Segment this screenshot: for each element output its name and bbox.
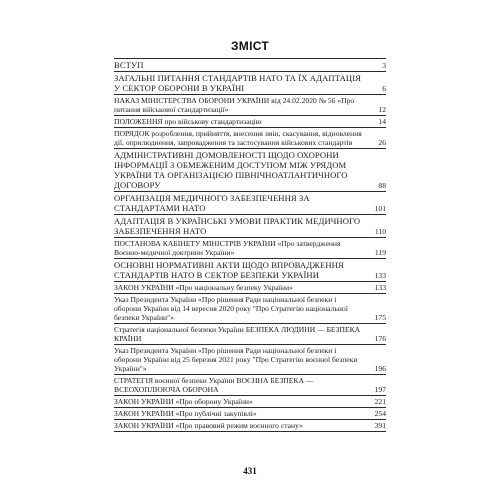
toc-entry-title: НАКАЗ МІНІСТЕРСТВА ОБОРОНИ УКРАЇНИ від 24.02.2020 № 56 «Про питання військової стандартизації» — [114, 96, 355, 114]
toc-entry-title: ЗАКОН УКРАЇНИ «Про оборону України» — [114, 397, 253, 406]
toc-entry-title: ЗАКОН УКРАЇНИ «Про публічні закупівлі» — [114, 409, 257, 418]
toc-entry-title: Указ Президента України «Про рішення Ради національної безпеки і оборони України від 14 вересня 2020 року "Про Стратегію національної безпеки України"» — [114, 295, 348, 322]
toc-entry-page: 176 — [374, 334, 386, 343]
page-number: 431 — [243, 466, 257, 476]
toc-entry-medical-adaptation — [114, 214, 386, 237]
toc-entry-mod-order — [114, 94, 386, 115]
toc-entry-title: ЗАКОН УКРАЇНИ «Про національну безпеку України» — [114, 283, 293, 292]
toc-entry-title: Стратегія національної безпеки України БЕЗПЕКА ЛЮДИНИ — БЕЗПЕКА КРАЇНИ — [114, 325, 361, 343]
toc-entry-security-strategy — [114, 323, 386, 344]
toc-entry-title: ОСНОВНІ НОРМАТИВНІ АКТИ ЩОДО ВПРОВАДЖЕННЯ СТАНДАРТІВ НАТО В СЕКТОР БЕЗПЕКИ УКРАЇНИ — [114, 260, 344, 280]
toc-entry-page: 12 — [378, 105, 386, 114]
toc-entry-cabinet-resolution — [114, 237, 386, 258]
toc-entry-page: 133 — [374, 283, 386, 292]
toc-entry-page: 197 — [374, 385, 386, 394]
toc-entry-page: 254 — [374, 409, 386, 418]
toc-entry-title: ПОСТАНОВА КАБІНЕТУ МІНІСТРІВ УКРАЇНИ «Про затвердження Воєнно-медичної доктрини України» — [114, 239, 341, 257]
page-title: ЗМІСТ — [230, 39, 270, 53]
toc-entry-general-questions — [114, 71, 386, 94]
toc-entry-title: ПОЛОЖЕННЯ про військову стандартизацію — [114, 117, 262, 126]
toc-entry-page: 26 — [378, 138, 386, 147]
toc-entry-title: ПОРЯДОК розроблення, прийняття, внесення змін, скасування, відновлення дії, оприлюднення, запровадження та застосування військових стандартів — [114, 129, 362, 147]
toc-entry-title: ЗАКОН УКРАЇНИ «Про правовий режим воєнного стану» — [114, 421, 303, 430]
toc-entry-regulation — [114, 115, 386, 127]
toc-entry-page: 175 — [374, 313, 386, 322]
toc-entry-title: СТРАТЕГІЯ воєнної безпеки України ВОЄННА БЕЗПЕКА — ВСЕОХОПЛЮЮЧА ОБОРОНА — [114, 376, 314, 394]
toc-entry-medical-organization — [114, 191, 386, 214]
toc-entry-title: ОРГАНІЗАЦІЯ МЕДИЧНОГО ЗАБЕЗПЕЧЕННЯ ЗА СТАНДАРТАМИ НАТО — [114, 193, 310, 213]
toc-entry-title: АДАПТАЦІЯ В УКРАЇНСЬКІ УМОВИ ПРАКТИК МЕДИЧНОГО ЗАБЕЗПЕЧЕННЯ НАТО — [114, 216, 361, 236]
toc-entry-title: Указ Президента України «Про рішення Ради національної безпеки і оборони України від 25 березня 2021 року "Про Стратегію воєнної безпеки України"» — [114, 346, 358, 373]
toc-entry-national-security-law — [114, 281, 386, 293]
toc-entry-page: 196 — [374, 364, 386, 373]
toc-entry-martial-law — [114, 419, 386, 432]
toc-entry-normative-acts — [114, 258, 386, 281]
toc-entry-procurement-law — [114, 407, 386, 419]
toc-entry-title: ВСТУП — [114, 60, 144, 70]
toc-entry-decree-2021 — [114, 344, 386, 374]
toc-entry-military-strategy — [114, 374, 386, 395]
toc-entry-page: 3 — [382, 61, 386, 70]
toc-entry-page: 14 — [378, 117, 386, 126]
toc-entry-decree-2020 — [114, 293, 386, 323]
toc-entry-page: 88 — [378, 181, 386, 190]
toc-entry-admin-arrangements — [114, 148, 386, 191]
toc-entry-title: ЗАГАЛЬНІ ПИТАННЯ СТАНДАРТІВ НАТО ТА ЇХ АДАПТАЦІЯ У СЕКТОР ОБОРОНИ В УКРАЇНІ — [114, 73, 362, 93]
toc-entry-page: 119 — [374, 248, 386, 257]
toc-entry-procedure — [114, 127, 386, 148]
toc-entry-page: 110 — [374, 227, 386, 236]
toc-entry-intro — [114, 58, 386, 71]
toc-entry-page: 391 — [374, 421, 386, 430]
toc-entry-page: 101 — [374, 204, 386, 213]
table-of-contents — [114, 58, 386, 432]
toc-entry-page: 221 — [374, 397, 386, 406]
toc-entry-page: 6 — [382, 84, 386, 93]
toc-entry-defense-law — [114, 395, 386, 407]
toc-entry-title: АДМІНІСТРАТИВНІ ДОМОВЛЕНОСТІ ЩОДО ОХОРОНИ ІНФОРМАЦІЇ З ОБМЕЖЕНИМ ДОСТУПОМ МІЖ УРЯДОМ УКРАЇНИ ТА ОРГАНІЗАЦІЄЮ ПІВНІЧНОАТЛАНТИЧНОГО ДОГОВОРУ — [114, 150, 348, 190]
toc-entry-page: 133 — [374, 271, 386, 280]
